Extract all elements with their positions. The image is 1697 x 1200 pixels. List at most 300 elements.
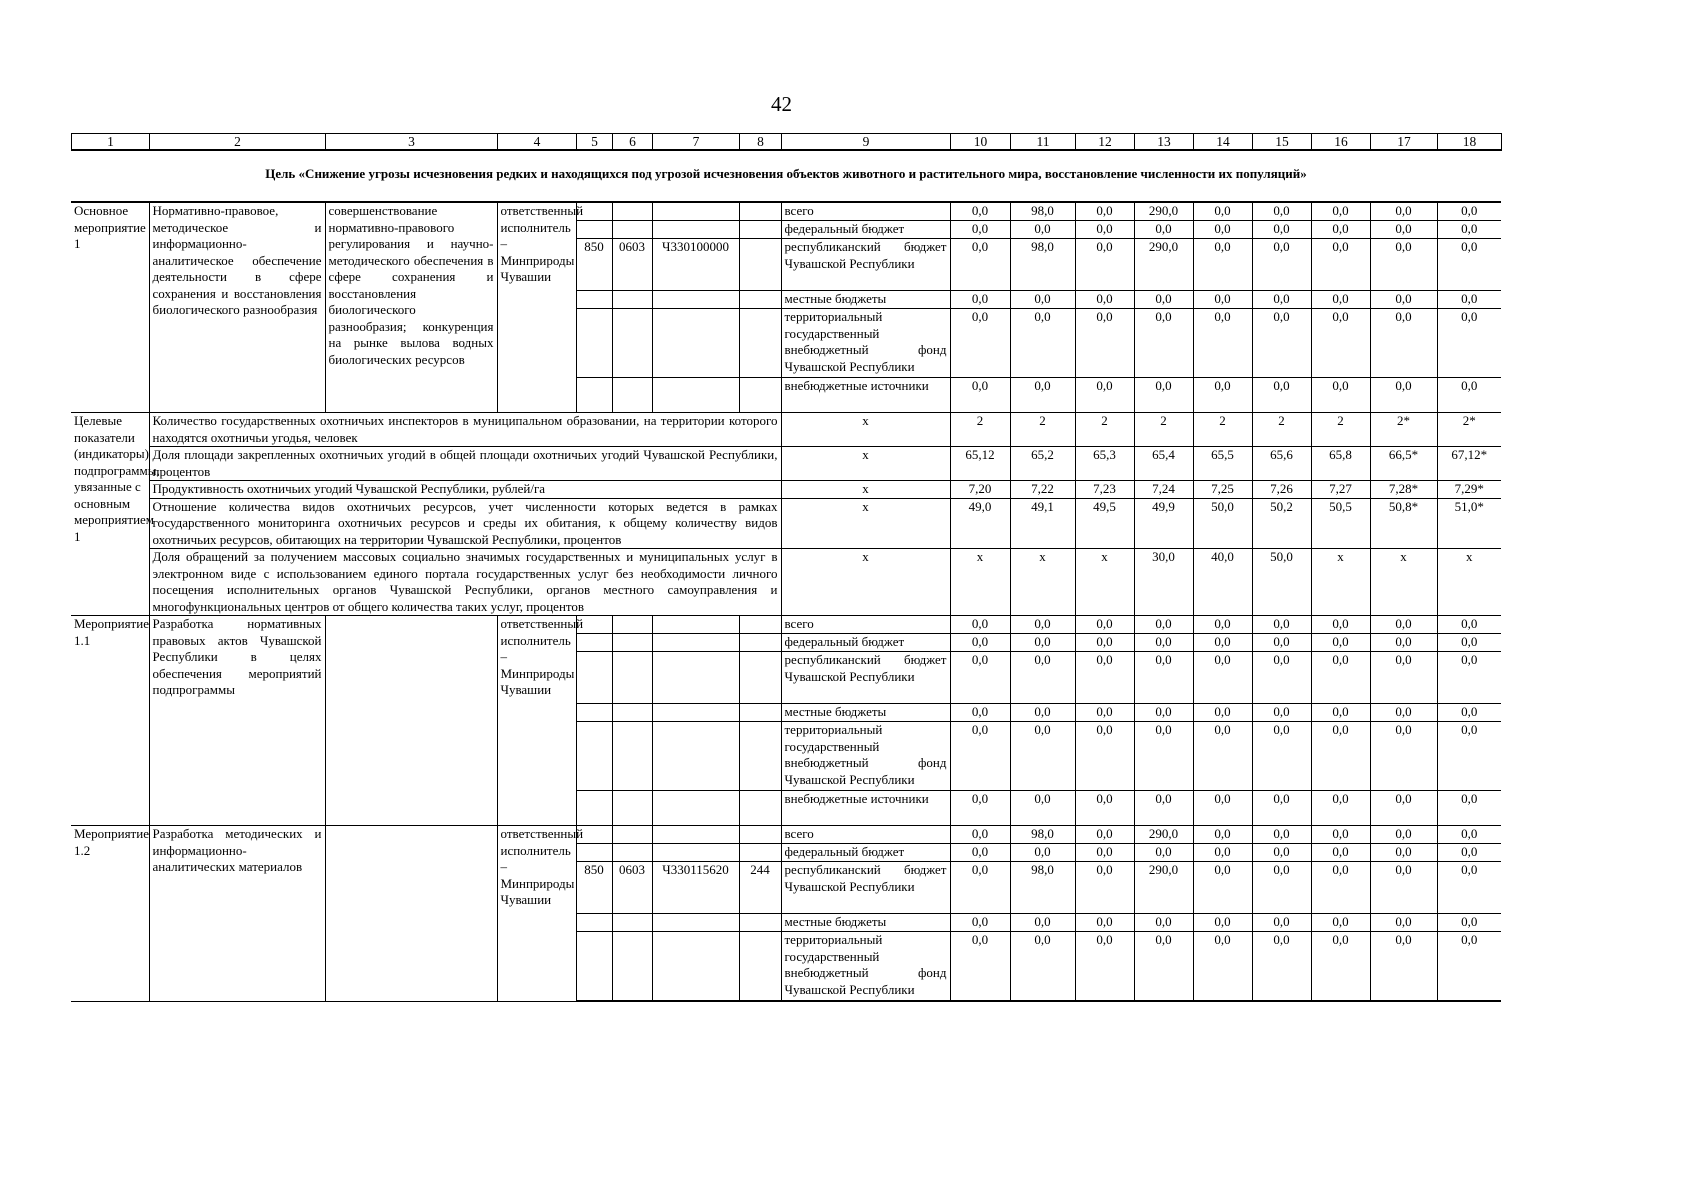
empty-code-cell: [612, 291, 652, 309]
column-number-1: 1: [72, 134, 150, 151]
value-cell: 0,0: [1370, 722, 1437, 791]
value-cell: 0,0: [950, 309, 1010, 378]
indicator-value: 2: [1311, 413, 1370, 447]
value-cell: 0,0: [1075, 309, 1134, 378]
column-number-7: 7: [653, 134, 740, 151]
funding-source: федеральный бюджет: [781, 221, 950, 239]
value-cell: 0,0: [1010, 309, 1075, 378]
grbs-code: 850: [576, 239, 612, 291]
value-cell: 0,0: [1075, 202, 1134, 221]
indicator-value: х: [1311, 549, 1370, 616]
empty-code-cell: [652, 378, 739, 413]
value-cell: 0,0: [1252, 202, 1311, 221]
value-cell: 0,0: [1370, 291, 1437, 309]
funding-source: территориальный государственный внебюджетный фонд Чувашской Республики: [781, 932, 950, 1002]
value-cell: 0,0: [1252, 239, 1311, 291]
value-cell: 0,0: [1193, 239, 1252, 291]
empty-code-cell: [739, 791, 781, 826]
value-cell: 0,0: [1193, 202, 1252, 221]
column-number-12: 12: [1076, 134, 1135, 151]
value-cell: 0,0: [1437, 221, 1501, 239]
value-cell: 0,0: [1252, 722, 1311, 791]
value-cell: 0,0: [1311, 652, 1370, 704]
value-cell: 0,0: [1075, 914, 1134, 932]
empty-code-cell: [576, 378, 612, 413]
value-cell: 0,0: [1075, 791, 1134, 826]
funding-source: всего: [781, 616, 950, 634]
value-cell: 0,0: [1010, 932, 1075, 1002]
value-cell: 0,0: [1010, 378, 1075, 413]
value-cell: 0,0: [1075, 652, 1134, 704]
value-cell: 0,0: [1252, 291, 1311, 309]
value-cell: 0,0: [1010, 914, 1075, 932]
value-cell: 0,0: [1193, 862, 1252, 914]
funding-source: внебюджетные источники: [781, 378, 950, 413]
indicator-value: 65,4: [1134, 447, 1193, 481]
event-task: совершенствование нормативно-правового регулирования и научно-методического обеспечения в сфере сохранения и восстановления биологического разнообразия; конкуренция на рынке вылова водных биологических ресурсов: [325, 202, 497, 413]
value-cell: 0,0: [1437, 291, 1501, 309]
value-cell: 0,0: [950, 932, 1010, 1002]
indicator-value: 2*: [1437, 413, 1501, 447]
value-cell: 290,0: [1134, 862, 1193, 914]
empty-code-cell: [576, 704, 612, 722]
empty-code-cell: [612, 914, 652, 932]
column-number-14: 14: [1194, 134, 1253, 151]
value-cell: 0,0: [1370, 652, 1437, 704]
value-cell: 0,0: [1370, 704, 1437, 722]
indicator-value: 2: [1075, 413, 1134, 447]
value-cell: 0,0: [1252, 616, 1311, 634]
empty-code-cell: [652, 722, 739, 791]
value-cell: 0,0: [1075, 722, 1134, 791]
event-label: Основное мероприятие 1: [71, 202, 149, 413]
value-cell: 0,0: [1370, 221, 1437, 239]
indicator-value: х: [950, 549, 1010, 616]
value-cell: 0,0: [1311, 932, 1370, 1002]
value-cell: 0,0: [1193, 221, 1252, 239]
value-cell: 0,0: [950, 616, 1010, 634]
event-name: Нормативно-правовое, методическое и информационно-аналитическое обеспечение деятельности в сфере сохранения и восстановления биологического разнообразия: [149, 202, 325, 413]
value-cell: 290,0: [1134, 202, 1193, 221]
indicator-value: 2: [1252, 413, 1311, 447]
value-cell: 0,0: [1370, 634, 1437, 652]
indicator-value: 30,0: [1134, 549, 1193, 616]
indicator-value: 49,1: [1010, 498, 1075, 549]
value-cell: 0,0: [1437, 862, 1501, 914]
event-executor: ответственный исполнитель – Минприроды Чувашии: [497, 202, 576, 413]
indicator-value: 50,8*: [1370, 498, 1437, 549]
empty-code-cell: [739, 616, 781, 634]
value-cell: 0,0: [950, 202, 1010, 221]
empty-code-cell: [739, 722, 781, 791]
value-cell: 0,0: [1193, 932, 1252, 1002]
event-executor: ответственный исполнитель – Минприроды Чувашии: [497, 826, 576, 1002]
empty-code-cell: [652, 291, 739, 309]
value-cell: 0,0: [1010, 844, 1075, 862]
value-cell: 0,0: [1311, 704, 1370, 722]
value-cell: 0,0: [1311, 291, 1370, 309]
value-cell: 0,0: [1370, 791, 1437, 826]
empty-code-cell: [612, 704, 652, 722]
value-cell: 0,0: [1134, 378, 1193, 413]
indicator-name: Доля площади закрепленных охотничьих угодий в общей площади охотничьих угодий Чувашской Республики, процентов: [149, 447, 781, 481]
value-cell: 0,0: [950, 239, 1010, 291]
value-cell: 0,0: [1437, 932, 1501, 1002]
value-cell: 0,0: [1311, 826, 1370, 844]
value-cell: 0,0: [1193, 704, 1252, 722]
indicator-value: 50,0: [1193, 498, 1252, 549]
value-cell: 0,0: [1193, 722, 1252, 791]
indicator-value: х: [1075, 549, 1134, 616]
value-cell: 0,0: [1311, 378, 1370, 413]
indicator-row: [71, 498, 1501, 549]
goal-title: Цель «Снижение угрозы исчезновения редких и находящихся под угрозой исчезновения объектов животного и растительного мира, восстановление численности их популяций»: [265, 166, 1307, 181]
value-cell: 0,0: [1370, 309, 1437, 378]
empty-code-cell: [739, 291, 781, 309]
indicator-value: 2*: [1370, 413, 1437, 447]
indicator-value: 7,25: [1193, 481, 1252, 499]
value-cell: 0,0: [1252, 652, 1311, 704]
value-cell: 0,0: [1437, 914, 1501, 932]
value-cell: 98,0: [1010, 862, 1075, 914]
value-cell: 0,0: [1437, 634, 1501, 652]
empty-code-cell: [612, 378, 652, 413]
indicator-value: 65,12: [950, 447, 1010, 481]
value-cell: 0,0: [1252, 914, 1311, 932]
indicator-value: 50,5: [1311, 498, 1370, 549]
value-cell: 0,0: [1311, 862, 1370, 914]
value-cell: 0,0: [1010, 791, 1075, 826]
empty-code-cell: [739, 844, 781, 862]
funding-source: республиканский бюджет Чувашской Республики: [781, 652, 950, 704]
empty-code-cell: [612, 844, 652, 862]
value-cell: 0,0: [1134, 616, 1193, 634]
value-cell: 0,0: [1311, 309, 1370, 378]
indicator-mark: х: [781, 413, 950, 447]
empty-code-cell: [576, 844, 612, 862]
value-cell: 0,0: [1075, 378, 1134, 413]
indicator-value: 2: [1010, 413, 1075, 447]
value-cell: 0,0: [1437, 202, 1501, 221]
value-cell: 0,0: [1193, 844, 1252, 862]
value-cell: 0,0: [1193, 634, 1252, 652]
csr-code: Ч330100000: [652, 239, 739, 291]
empty-code-cell: [739, 221, 781, 239]
empty-code-cell: [652, 309, 739, 378]
empty-code-cell: [612, 791, 652, 826]
value-cell: 0,0: [1370, 616, 1437, 634]
column-number-17: 17: [1371, 134, 1438, 151]
value-cell: 0,0: [1311, 914, 1370, 932]
empty-code-cell: [739, 634, 781, 652]
value-cell: 0,0: [1010, 221, 1075, 239]
indicator-row: [71, 447, 1501, 481]
value-cell: 0,0: [1370, 914, 1437, 932]
column-number-8: 8: [740, 134, 782, 151]
value-cell: 0,0: [1311, 202, 1370, 221]
value-cell: 0,0: [1437, 378, 1501, 413]
column-number-3: 3: [326, 134, 498, 151]
indicator-value: 7,29*: [1437, 481, 1501, 499]
event-task: [325, 616, 497, 826]
vr-code: 244: [739, 862, 781, 914]
funding-source: территориальный государственный внебюджетный фонд Чувашской Республики: [781, 722, 950, 791]
grbs-code: 850: [576, 862, 612, 914]
value-cell: 98,0: [1010, 826, 1075, 844]
value-cell: 0,0: [1437, 826, 1501, 844]
funding-source: местные бюджеты: [781, 704, 950, 722]
column-number-6: 6: [613, 134, 653, 151]
value-cell: 0,0: [1252, 791, 1311, 826]
funding-source: территориальный государственный внебюджетный фонд Чувашской Республики: [781, 309, 950, 378]
value-cell: 290,0: [1134, 826, 1193, 844]
value-cell: 0,0: [1010, 652, 1075, 704]
value-cell: 0,0: [950, 652, 1010, 704]
value-cell: 0,0: [1252, 634, 1311, 652]
value-cell: 0,0: [1134, 932, 1193, 1002]
empty-code-cell: [652, 791, 739, 826]
value-cell: 290,0: [1134, 239, 1193, 291]
empty-code-cell: [612, 826, 652, 844]
event-task: [325, 826, 497, 1002]
value-cell: 0,0: [1193, 652, 1252, 704]
value-cell: 0,0: [1252, 221, 1311, 239]
indicator-value: 7,28*: [1370, 481, 1437, 499]
indicator-value: 2: [950, 413, 1010, 447]
empty-code-cell: [576, 221, 612, 239]
indicator-row: [71, 413, 1501, 447]
value-cell: 0,0: [950, 791, 1010, 826]
value-cell: 0,0: [1193, 791, 1252, 826]
value-cell: 0,0: [1134, 722, 1193, 791]
indicator-value: 49,9: [1134, 498, 1193, 549]
table-row: [71, 202, 1501, 221]
indicator-value: 65,5: [1193, 447, 1252, 481]
indicator-value: 50,0: [1252, 549, 1311, 616]
column-number-15: 15: [1253, 134, 1312, 151]
indicator-value: 7,22: [1010, 481, 1075, 499]
value-cell: 0,0: [1075, 844, 1134, 862]
value-cell: 0,0: [1134, 221, 1193, 239]
value-cell: 0,0: [1134, 634, 1193, 652]
rzpr-code: 0603: [612, 862, 652, 914]
value-cell: 0,0: [1134, 309, 1193, 378]
empty-code-cell: [739, 202, 781, 221]
indicator-name: Доля обращений за получением массовых социально значимых государственных и муниципальных услуг в электронном виде с использованием единого портала государственных услуг без необходимости личного посещения исполнительных органов Чувашской Республики, органов местного самоуправления и многофункциональных центров от общего количества таких услуг, процентов: [149, 549, 781, 616]
value-cell: 0,0: [1134, 291, 1193, 309]
value-cell: 0,0: [1311, 722, 1370, 791]
indicator-value: 65,6: [1252, 447, 1311, 481]
empty-code-cell: [612, 616, 652, 634]
indicator-value: х: [1370, 549, 1437, 616]
event-name: Разработка нормативных правовых актов Чувашской Республики в целях обеспечения мероприятий подпрограммы: [149, 616, 325, 826]
funding-source: внебюджетные источники: [781, 791, 950, 826]
value-cell: 0,0: [1311, 616, 1370, 634]
value-cell: 0,0: [950, 378, 1010, 413]
value-cell: 0,0: [950, 634, 1010, 652]
value-cell: 0,0: [1370, 378, 1437, 413]
funding-source: федеральный бюджет: [781, 844, 950, 862]
value-cell: 0,0: [1311, 221, 1370, 239]
value-cell: 0,0: [1437, 722, 1501, 791]
value-cell: 0,0: [1370, 239, 1437, 291]
value-cell: 0,0: [1134, 704, 1193, 722]
value-cell: 0,0: [1252, 378, 1311, 413]
indicator-row: [71, 481, 1501, 499]
value-cell: 0,0: [1010, 634, 1075, 652]
indicator-value: 2: [1193, 413, 1252, 447]
value-cell: 0,0: [950, 704, 1010, 722]
empty-code-cell: [612, 722, 652, 791]
empty-code-cell: [652, 202, 739, 221]
empty-code-cell: [739, 826, 781, 844]
column-numbers-row: [72, 134, 1502, 151]
empty-code-cell: [612, 932, 652, 1002]
indicator-row: [71, 549, 1501, 616]
value-cell: 0,0: [1075, 704, 1134, 722]
value-cell: 98,0: [1010, 239, 1075, 291]
indicator-value: 65,3: [1075, 447, 1134, 481]
value-cell: 0,0: [1134, 791, 1193, 826]
value-cell: 0,0: [1370, 826, 1437, 844]
table-row: [71, 826, 1501, 844]
indicator-mark: х: [781, 481, 950, 499]
event-executor: ответственный исполнитель – Минприроды Чувашии: [497, 616, 576, 826]
value-cell: 0,0: [1437, 704, 1501, 722]
indicator-mark: х: [781, 549, 950, 616]
value-cell: 0,0: [1437, 844, 1501, 862]
funding-source: местные бюджеты: [781, 914, 950, 932]
indicator-value: 49,5: [1075, 498, 1134, 549]
column-number-4: 4: [498, 134, 577, 151]
empty-code-cell: [576, 914, 612, 932]
funding-source: республиканский бюджет Чувашской Республики: [781, 862, 950, 914]
indicator-value: 7,20: [950, 481, 1010, 499]
indicator-mark: х: [781, 498, 950, 549]
indicator-value: 51,0*: [1437, 498, 1501, 549]
empty-code-cell: [576, 932, 612, 1002]
financing-table: [71, 201, 1501, 1002]
empty-code-cell: [612, 309, 652, 378]
value-cell: 0,0: [1193, 616, 1252, 634]
indicator-value: 49,0: [950, 498, 1010, 549]
funding-source: местные бюджеты: [781, 291, 950, 309]
value-cell: 0,0: [1311, 634, 1370, 652]
value-cell: 0,0: [1311, 239, 1370, 291]
value-cell: 0,0: [950, 722, 1010, 791]
rzpr-code: [612, 652, 652, 704]
funding-source: всего: [781, 202, 950, 221]
empty-code-cell: [652, 932, 739, 1002]
rzpr-code: 0603: [612, 239, 652, 291]
value-cell: 0,0: [1075, 862, 1134, 914]
grbs-code: [576, 652, 612, 704]
empty-code-cell: [652, 844, 739, 862]
column-number-13: 13: [1135, 134, 1194, 151]
value-cell: 0,0: [1193, 309, 1252, 378]
indicator-value: 65,2: [1010, 447, 1075, 481]
column-number-9: 9: [782, 134, 951, 151]
value-cell: 0,0: [1075, 221, 1134, 239]
value-cell: 98,0: [1010, 202, 1075, 221]
indicator-value: 67,12*: [1437, 447, 1501, 481]
value-cell: 0,0: [1370, 202, 1437, 221]
empty-code-cell: [612, 202, 652, 221]
column-number-2: 2: [150, 134, 326, 151]
empty-code-cell: [739, 309, 781, 378]
empty-code-cell: [652, 704, 739, 722]
vr-code: [739, 652, 781, 704]
table-row: [71, 616, 1501, 634]
column-number-16: 16: [1312, 134, 1371, 151]
value-cell: 0,0: [1437, 309, 1501, 378]
value-cell: 0,0: [950, 826, 1010, 844]
indicators-label: Целевые показатели (индикаторы) подпрограммы, увязанные с основным мероприятием 1: [71, 413, 149, 616]
csr-code: Ч330115620: [652, 862, 739, 914]
column-number-5: 5: [577, 134, 613, 151]
value-cell: 0,0: [1252, 309, 1311, 378]
csr-code: [652, 652, 739, 704]
empty-code-cell: [576, 791, 612, 826]
indicator-value: 65,8: [1311, 447, 1370, 481]
empty-code-cell: [739, 932, 781, 1002]
value-cell: 0,0: [1311, 791, 1370, 826]
column-number-10: 10: [951, 134, 1011, 151]
value-cell: 0,0: [1193, 378, 1252, 413]
value-cell: 0,0: [950, 862, 1010, 914]
indicator-value: х: [1437, 549, 1501, 616]
value-cell: 0,0: [1252, 844, 1311, 862]
indicator-value: 40,0: [1193, 549, 1252, 616]
value-cell: 0,0: [1370, 862, 1437, 914]
empty-code-cell: [652, 221, 739, 239]
value-cell: 0,0: [1010, 704, 1075, 722]
indicator-value: 2: [1134, 413, 1193, 447]
column-number-18: 18: [1438, 134, 1502, 151]
value-cell: 0,0: [1010, 722, 1075, 791]
indicator-name: Отношение количества видов охотничьих ресурсов, учет численности которых ведется в рамках государственного мониторинга охотничьих ресурсов и среды их обитания, к общему количеству видов охотничьих ресурсов, обитающих на территории Чувашской Республики, процентов: [149, 498, 781, 549]
column-number-11: 11: [1011, 134, 1076, 151]
indicator-name: Количество государственных охотничьих инспекторов в муниципальном образовании, на территории которого находятся охотничьи угодья, человек: [149, 413, 781, 447]
value-cell: 0,0: [1252, 932, 1311, 1002]
value-cell: 0,0: [1075, 291, 1134, 309]
empty-code-cell: [576, 291, 612, 309]
value-cell: 0,0: [1075, 634, 1134, 652]
event-name: Разработка методических и информационно-аналитических материалов: [149, 826, 325, 1002]
value-cell: 0,0: [1010, 616, 1075, 634]
value-cell: 0,0: [1193, 914, 1252, 932]
page-number: 42: [771, 92, 792, 116]
value-cell: 0,0: [1252, 826, 1311, 844]
value-cell: 0,0: [1075, 826, 1134, 844]
value-cell: 0,0: [1134, 844, 1193, 862]
funding-source: республиканский бюджет Чувашской Республики: [781, 239, 950, 291]
funding-source: всего: [781, 826, 950, 844]
value-cell: 0,0: [950, 844, 1010, 862]
empty-code-cell: [652, 914, 739, 932]
empty-code-cell: [576, 309, 612, 378]
vr-code: [739, 239, 781, 291]
value-cell: 0,0: [1311, 844, 1370, 862]
indicator-value: 66,5*: [1370, 447, 1437, 481]
value-cell: 0,0: [1010, 291, 1075, 309]
column-number-header: [71, 133, 1502, 151]
value-cell: 0,0: [1437, 791, 1501, 826]
indicator-value: 7,27: [1311, 481, 1370, 499]
value-cell: 0,0: [1252, 862, 1311, 914]
indicator-name: Продуктивность охотничьих угодий Чувашской Республики, рублей/га: [149, 481, 781, 499]
empty-code-cell: [739, 704, 781, 722]
